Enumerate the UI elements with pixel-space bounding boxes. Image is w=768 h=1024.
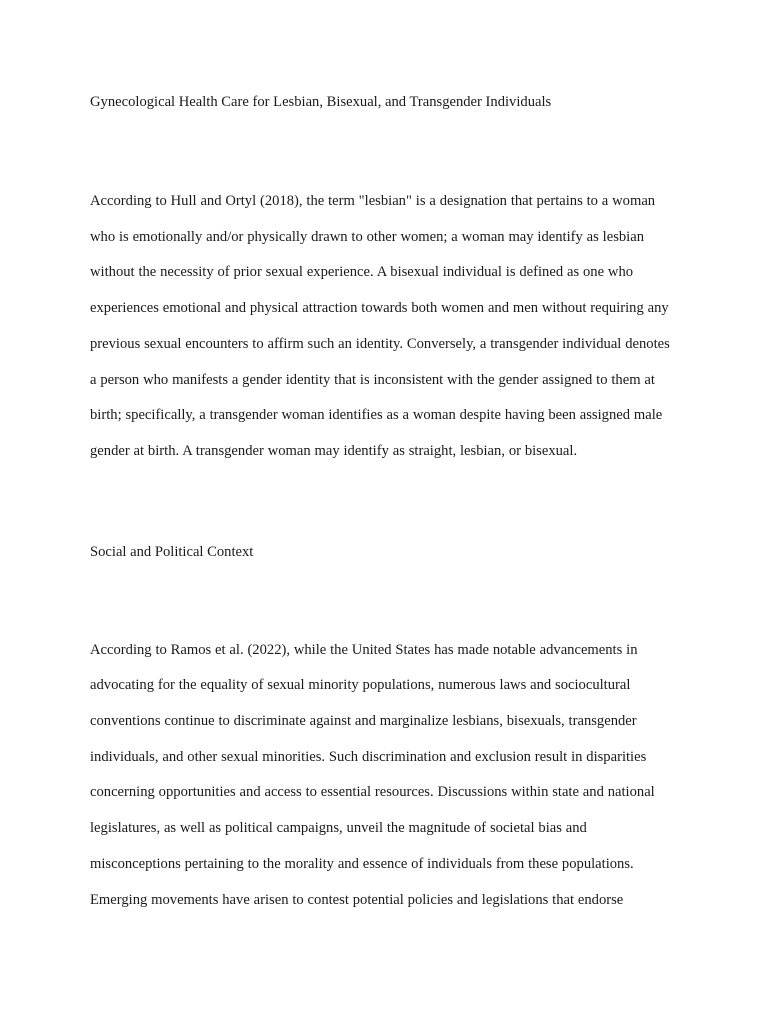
document-title: Gynecological Health Care for Lesbian, Bisexual, and Transgender Individuals bbox=[90, 94, 552, 110]
document-body bbox=[90, 90, 680, 918]
paragraph-context: According to Ramos et al. (2022), while the United States has made notable advancements in advocating for the equality of sexual minority populations, numerous laws and sociocultural conventions continue to discriminate against and marginalize lesbians, bisexuals, transgender individuals, and other sexual minorities. Such discrimination and exclusion result in disparities concerning opportunities and access to essential resources. Discussions within state and national legislatures, as well as political campaigns, unveil the magnitude of societal bias and misconceptions pertaining to the morality and essence of individuals from these populations. Emerging movements have arisen to contest potential policies and legislations that endorse bbox=[90, 641, 655, 908]
section-heading: Social and Political Context bbox=[90, 543, 254, 560]
paragraph-definitions: According to Hull and Ortyl (2018), the term "lesbian" is a designation that pertains to a woman who is emotionally and/or physically drawn to other women; a woman may identify as lesbian without the necessity of prior sexual experience. A bisexual individual is defined as one who experiences emotional and physical attraction towards both women and men without requiring any previous sexual encounters to affirm such an identity. Conversely, a transgender individual denotes a person who manifests a gender identity that is inconsistent with the gender assigned to them at birth; specifically, a transgender woman identifies as a woman despite having been assigned male gender at birth. A transgender woman may identify as straight, lesbian, or bisexual. bbox=[90, 193, 670, 459]
